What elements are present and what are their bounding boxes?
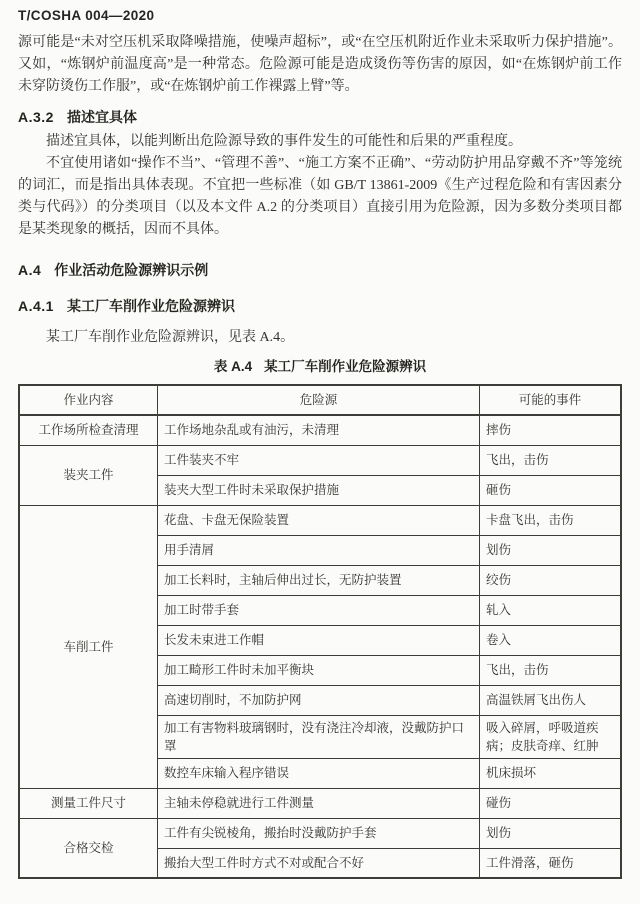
heading-a4 (18, 261, 622, 279)
heading-a41-number: A.4.1 (18, 298, 54, 314)
heading-a41 (18, 297, 622, 315)
heading-a41-title: 某工厂车削作业危险源辨识 (66, 298, 235, 314)
table-row (19, 505, 621, 535)
event-cell: 绞伤 (480, 565, 621, 595)
hazard-cell: 高速切削时，不加防护网 (157, 685, 479, 715)
table-header-row (19, 385, 621, 415)
hazard-cell: 搬抬大型工件时方式不对或配合不好 (157, 848, 479, 878)
event-cell: 飞出，击伤 (480, 655, 621, 685)
event-cell: 卷入 (480, 625, 621, 655)
hazard-cell: 装夹大型工件时未采取保护措施 (157, 475, 479, 505)
table-caption (18, 358, 622, 376)
hazard-cell: 工件有尖锐棱角，搬抬时没戴防护手套 (157, 818, 479, 848)
hazard-cell: 加工时带手套 (157, 595, 479, 625)
activity-cell: 合格交检 (19, 818, 157, 878)
table-caption-number: 表 A.4 (213, 359, 253, 374)
event-cell: 划伤 (480, 535, 621, 565)
table-row (19, 788, 621, 818)
hazard-cell: 长发未束进工作帽 (157, 625, 479, 655)
event-cell: 划伤 (480, 818, 621, 848)
table-row (19, 445, 621, 475)
event-cell: 碰伤 (480, 788, 621, 818)
column-header-event: 可能的事件 (480, 385, 621, 415)
heading-a4-title: 作业活动危险源辨识示例 (54, 262, 209, 278)
activity-cell: 测量工件尺寸 (19, 788, 157, 818)
hazard-cell: 花盘、卡盘无保险装置 (157, 505, 479, 535)
hazard-cell: 用手清屑 (157, 535, 479, 565)
event-cell: 工件滑落，砸伤 (480, 848, 621, 878)
event-cell: 砸伤 (480, 475, 621, 505)
hazard-cell: 加工畸形工件时未加平衡块 (157, 655, 479, 685)
event-cell: 飞出，击伤 (480, 445, 621, 475)
hazard-identification-table (18, 384, 622, 879)
doc-number: T/COSHA 004—2020 (18, 8, 155, 23)
paragraph-a32-1: 描述宜具体，以能判断出危险源导致的事件发生的可能性和后果的严重程度。 (46, 134, 522, 149)
event-cell: 摔伤 (480, 415, 621, 445)
activity-cell: 工作场所检查清理 (19, 415, 157, 445)
table-row (19, 415, 621, 445)
activity-cell: 车削工件 (19, 505, 157, 788)
activity-cell: 装夹工件 (19, 445, 157, 505)
column-header-hazard: 危险源 (157, 385, 479, 415)
table-row (19, 818, 621, 848)
event-cell: 卡盘飞出，击伤 (480, 505, 621, 535)
paragraph-a41: 某工厂车削作业危险源辨识，见表 A.4。 (46, 330, 295, 345)
hazard-cell: 数控车床输入程序错误 (157, 758, 479, 788)
heading-a4-number: A.4 (18, 262, 42, 278)
hazard-cell: 加工长料时，主轴后伸出过长，无防护装置 (157, 565, 479, 595)
hazard-cell: 加工有害物料玻璃钢时，没有浇注冷却液，没戴防护口罩 (157, 715, 479, 758)
event-cell: 吸入碎屑，呼吸道疾病；皮肤奇痒、红肿 (480, 715, 621, 758)
heading-a32-number: A.3.2 (18, 109, 54, 125)
table-caption-title: 某工厂车削作业危险源辨识 (264, 359, 427, 374)
event-cell: 高温铁屑飞出伤人 (480, 685, 621, 715)
column-header-activity: 作业内容 (19, 385, 157, 415)
heading-a32 (18, 108, 622, 126)
heading-a32-title: 描述宜具体 (66, 109, 137, 125)
paragraph-a32-2: 不宜使用诸如“操作不当”、“管理不善”、“施工方案不正确”、“劳动防护用品穿戴不齐”等笼统的词汇，而是指出具体表现。不宜把一些标准（如 GB/T 13861-2009《生产过程危险和有害因素分类与代码》）的分类项目（以及本文件 A.2 的分类项目）直接引用为危险源，因为多数分类项目都是某类现象的概括，因而不具体。 (18, 156, 622, 237)
paragraph-continuation: 源可能是“未对空压机采取降噪措施，使噪声超标”，或“在空压机附近作业未采取听力保护措施”。又如，“炼钢炉前温度高”是一种常态。危险源可能是造成烫伤等伤害的原因，如“在炼钢炉前工作未穿防烫伤工作服”，或“在炼钢炉前工作裸露上臂”等。 (18, 35, 622, 94)
hazard-cell: 工件装夹不牢 (157, 445, 479, 475)
hazard-cell: 主轴未停稳就进行工件测量 (157, 788, 479, 818)
event-cell: 轧入 (480, 595, 621, 625)
hazard-cell: 工作场地杂乱或有油污，未清理 (157, 415, 479, 445)
event-cell: 机床损坏 (480, 758, 621, 788)
